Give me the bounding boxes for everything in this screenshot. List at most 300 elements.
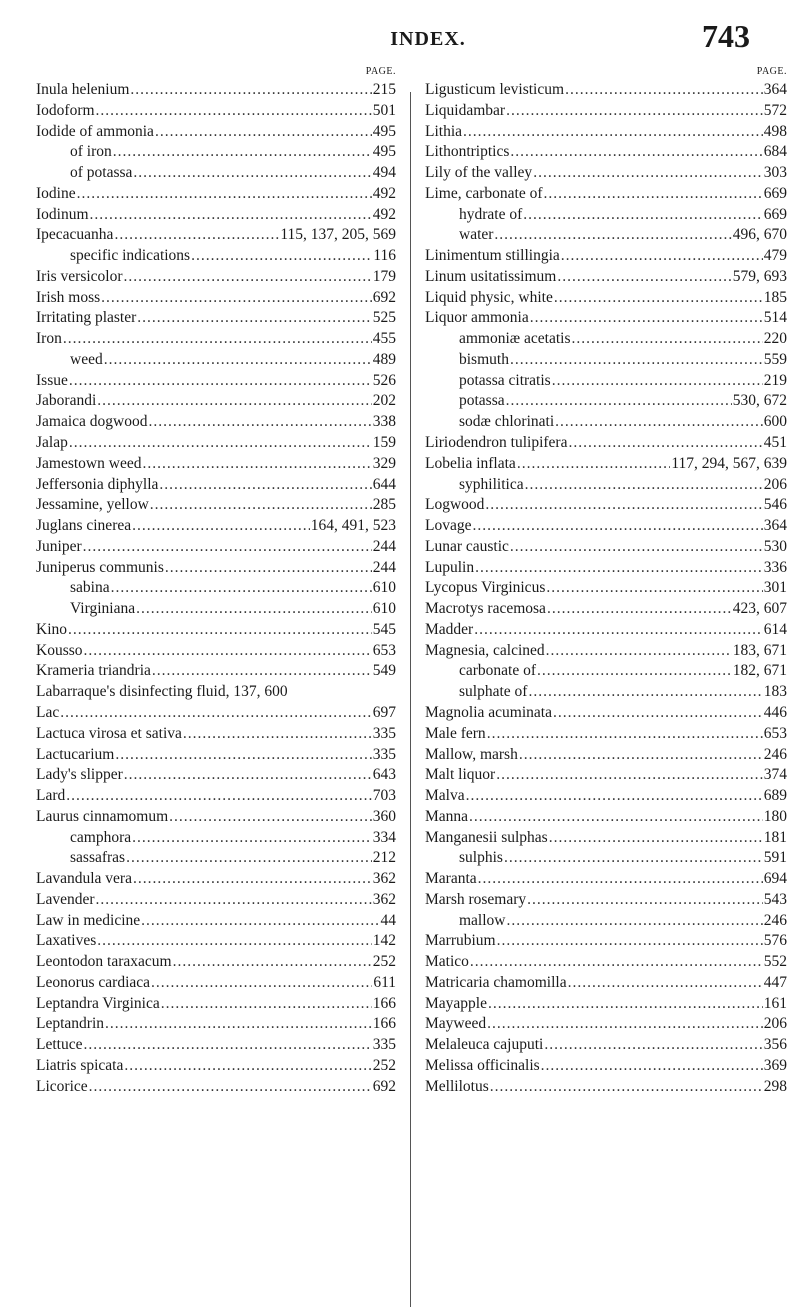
index-entry (425, 765, 787, 786)
dot-leader (472, 516, 762, 537)
index-entry (36, 786, 396, 807)
entry-pages: 689 (763, 787, 787, 805)
dot-leader (475, 558, 763, 579)
entry-pages: 212 (372, 849, 396, 867)
entry-pages: 180 (763, 807, 787, 825)
entry-pages: 374 (763, 766, 787, 784)
entry-term: Issue (36, 371, 68, 389)
entry-pages: 166 (372, 1015, 396, 1033)
dot-leader (510, 142, 762, 163)
dot-leader (494, 225, 731, 246)
entry-term: Jamaica dogwood (36, 413, 148, 431)
dot-leader (506, 391, 732, 412)
dot-leader (541, 1056, 763, 1077)
index-entry (425, 184, 787, 205)
dot-leader (466, 786, 763, 807)
index-entry (425, 288, 787, 309)
entry-term: Labarraque's disinfecting fluid, 137, 600 (36, 683, 288, 701)
entry-term: of iron (70, 143, 112, 161)
entry-pages: 179 (372, 267, 396, 285)
entry-pages: 694 (763, 870, 787, 888)
index-entry (36, 308, 396, 329)
index-entry (425, 391, 787, 412)
dot-leader (557, 267, 731, 288)
dot-leader (507, 911, 763, 932)
entry-pages: 335 (372, 724, 396, 742)
entry-pages: 579, 693 (732, 267, 787, 285)
entry-term: Lard (36, 787, 66, 805)
index-entry (425, 122, 787, 143)
index-entry (36, 1077, 396, 1098)
dot-leader (124, 1056, 371, 1077)
entry-term: Jalap (36, 434, 68, 452)
entry-pages: 479 (763, 247, 787, 265)
entry-term: Virginiana (70, 600, 136, 618)
dot-leader (543, 184, 762, 205)
entry-pages: 549 (372, 662, 396, 680)
index-entry (425, 869, 787, 890)
entry-pages: 329 (372, 454, 396, 472)
index-column-left (36, 66, 396, 1098)
dot-leader (111, 578, 372, 599)
entry-pages: 219 (763, 371, 787, 389)
dot-leader (183, 724, 372, 745)
entry-pages: 494 (372, 164, 396, 182)
entry-term: Liquid physic, white (425, 288, 553, 306)
index-entry (425, 931, 787, 952)
dot-leader (97, 931, 371, 952)
entry-pages: 692 (372, 1077, 396, 1095)
entry-pages: 142 (372, 932, 396, 950)
index-entry (36, 516, 396, 537)
index-entry (36, 391, 396, 412)
entry-pages: 489 (372, 350, 396, 368)
entry-pages: 252 (372, 1056, 396, 1074)
dot-leader (487, 1014, 763, 1035)
entry-term: Juniper (36, 537, 82, 555)
dot-leader (517, 454, 671, 475)
dot-leader (150, 495, 372, 516)
index-entry (36, 807, 396, 828)
entry-pages: 246 (763, 911, 787, 929)
entry-pages: 552 (763, 953, 787, 971)
dot-leader (553, 703, 763, 724)
entry-term: Melissa officinalis (425, 1056, 540, 1074)
entry-pages: 447 (763, 973, 787, 991)
entry-term: Mayapple (425, 994, 487, 1012)
index-entry (425, 205, 787, 226)
entry-term: Lettuce (36, 1036, 83, 1054)
entry-pages: 338 (372, 413, 396, 431)
entry-term: sabina (70, 579, 110, 597)
entry-term: Melaleuca cajuputi (425, 1036, 544, 1054)
dot-leader (528, 682, 762, 703)
dot-leader (161, 994, 372, 1015)
entry-pages: 183, 671 (732, 641, 787, 659)
entry-term: Iris versicolor (36, 267, 123, 285)
entry-term: sulphis (459, 849, 503, 867)
index-entry (425, 786, 787, 807)
entry-pages: 644 (372, 475, 396, 493)
entry-pages: 116 (373, 247, 396, 265)
entry-term: sulphate of (459, 683, 528, 701)
dot-leader (133, 869, 372, 890)
index-entry (36, 558, 396, 579)
entry-pages: 360 (372, 807, 396, 825)
entry-term: Lycopus Virginicus (425, 579, 546, 597)
entry-pages: 362 (372, 890, 396, 908)
index-entry (425, 973, 787, 994)
entry-term: Jaborandi (36, 392, 97, 410)
index-entry (36, 267, 396, 288)
dot-leader (90, 205, 372, 226)
dot-leader (546, 641, 732, 662)
dot-leader (490, 1077, 763, 1098)
index-entry (36, 246, 396, 267)
index-entry (36, 1056, 396, 1077)
index-entry (425, 620, 787, 641)
dot-leader (463, 122, 763, 143)
dot-leader (132, 828, 372, 849)
dot-leader (191, 246, 372, 267)
dot-leader (60, 703, 372, 724)
entry-pages: 356 (763, 1036, 787, 1054)
entry-term: Lady's slipper (36, 766, 123, 784)
dot-leader (533, 163, 763, 184)
entry-pages: 492 (372, 205, 396, 223)
dot-leader (470, 952, 763, 973)
entry-term: Mayweed (425, 1015, 487, 1033)
entry-pages: 244 (372, 537, 396, 555)
entry-term: Jessamine, yellow (36, 496, 149, 514)
dot-leader (487, 724, 763, 745)
page-number: 743 (702, 18, 750, 54)
index-entry (425, 246, 787, 267)
entry-pages: 220 (763, 330, 787, 348)
entry-pages: 495 (372, 122, 396, 140)
dot-leader (97, 391, 371, 412)
entry-term: Marsh rosemary (425, 890, 527, 908)
dot-leader (561, 246, 763, 267)
entry-pages: 202 (372, 392, 396, 410)
entry-pages: 117, 294, 567, 639 (671, 454, 787, 472)
dot-leader (141, 911, 379, 932)
index-entry (36, 828, 396, 849)
entry-term: Maranta (425, 870, 477, 888)
entry-term: Irish moss (36, 288, 101, 306)
dot-leader (115, 745, 371, 766)
entry-term: Lavender (36, 890, 95, 908)
entry-pages: 600 (763, 413, 787, 431)
entry-pages: 423, 607 (732, 600, 787, 618)
entry-term: Jamestown weed (36, 454, 142, 472)
dot-leader (105, 1014, 372, 1035)
index-entry (36, 288, 396, 309)
dot-leader (104, 350, 372, 371)
dot-leader (136, 599, 372, 620)
entry-pages: 653 (372, 641, 396, 659)
entry-pages: 496, 670 (732, 226, 787, 244)
entry-term: Lactuca virosa et sativa (36, 724, 182, 742)
entry-term: water (459, 226, 494, 244)
dot-leader (554, 288, 763, 309)
index-entry (36, 745, 396, 766)
entry-term: Inula helenium (36, 81, 130, 98)
entry-pages: 669 (763, 205, 787, 223)
index-entry (36, 661, 396, 682)
column-divider (410, 92, 411, 1307)
dot-leader (519, 745, 763, 766)
entry-term: Kousso (36, 641, 83, 659)
index-entry (425, 848, 787, 869)
index-column-right (425, 66, 787, 1098)
index-entry (36, 101, 396, 122)
index-entry (36, 994, 396, 1015)
index-entry (425, 890, 787, 911)
index-entry (36, 225, 396, 246)
index-entry (36, 495, 396, 516)
entry-term: weed (70, 350, 103, 368)
dot-leader (89, 1077, 372, 1098)
dot-leader (469, 807, 763, 828)
entry-pages: 301 (763, 579, 787, 597)
entry-term: Lovage (425, 517, 472, 535)
dot-leader (555, 412, 763, 433)
index-entry (36, 911, 396, 932)
dot-leader (565, 80, 763, 101)
index-entry (36, 454, 396, 475)
index-entry (36, 931, 396, 952)
entry-term: syphilitica (459, 475, 524, 493)
column-heading: PAGE. (365, 66, 396, 77)
entry-pages: 185 (763, 288, 787, 306)
entry-pages: 559 (763, 350, 787, 368)
index-entry (36, 973, 396, 994)
index-entry (36, 620, 396, 641)
dot-leader (525, 475, 763, 496)
dot-leader (159, 475, 371, 496)
index-entry (36, 184, 396, 205)
entry-pages: 576 (763, 932, 787, 950)
entry-pages: 451 (763, 434, 787, 452)
entry-pages: 545 (372, 620, 396, 638)
dot-leader (510, 537, 763, 558)
entry-term: Licorice (36, 1077, 88, 1095)
entry-pages: 182, 671 (732, 662, 787, 680)
dot-leader (124, 267, 372, 288)
entry-term: Linum usitatissimum (425, 267, 557, 285)
index-entry (425, 1056, 787, 1077)
entry-term: Magnolia acuminata (425, 703, 552, 721)
entry-pages: 161 (763, 994, 787, 1012)
dot-leader (544, 1035, 762, 1056)
dot-leader (114, 225, 279, 246)
entry-pages: 215 (372, 81, 396, 98)
entry-pages: 298 (763, 1077, 787, 1095)
dot-leader (77, 184, 372, 205)
entry-term: Magnesia, calcined (425, 641, 545, 659)
dot-leader (527, 890, 763, 911)
index-entry (425, 371, 787, 392)
dot-leader (568, 973, 763, 994)
entry-term: Lithia (425, 122, 463, 140)
entry-term: Leontodon taraxacum (36, 953, 172, 971)
entry-term: Juglans cinerea (36, 517, 132, 535)
index-entry (425, 433, 787, 454)
entry-term: Malva (425, 787, 465, 805)
entry-pages: 530, 672 (732, 392, 787, 410)
index-entry (425, 267, 787, 288)
entry-term: Male fern (425, 724, 486, 742)
entry-term: sassafras (70, 849, 126, 867)
dot-leader (488, 994, 763, 1015)
index-entry (425, 828, 787, 849)
dot-leader (530, 308, 763, 329)
index-entry (36, 578, 396, 599)
entry-term: Malt liquor (425, 766, 496, 784)
entry-pages: 653 (763, 724, 787, 742)
entry-term: Lac (36, 703, 60, 721)
index-entry (425, 661, 787, 682)
entry-pages: 336 (763, 558, 787, 576)
entry-pages: 611 (373, 973, 396, 991)
entry-term: Lime, carbonate of (425, 184, 543, 202)
running-title: INDEX. (390, 28, 466, 50)
index-entry (425, 558, 787, 579)
entry-term: Jeffersonia diphylla (36, 475, 159, 493)
entry-pages: 335 (372, 745, 396, 763)
entry-term: Lily of the valley (425, 164, 533, 182)
dot-leader (124, 765, 372, 786)
dot-leader (69, 371, 372, 392)
dot-leader (155, 122, 372, 143)
entry-pages: 285 (372, 496, 396, 514)
index-entry (425, 952, 787, 973)
dot-leader (485, 495, 762, 516)
index-entry (425, 807, 787, 828)
index-entry (36, 765, 396, 786)
index-entry (36, 412, 396, 433)
index-entry (36, 350, 396, 371)
entry-pages: 669 (763, 184, 787, 202)
entry-pages: 526 (372, 371, 396, 389)
entry-pages: 610 (372, 600, 396, 618)
entry-pages: 455 (372, 330, 396, 348)
entry-term: potassa (459, 392, 505, 410)
index-entry (36, 703, 396, 724)
index-entry (36, 1014, 396, 1035)
index-entry (36, 80, 396, 101)
entry-term: Liatris spicata (36, 1056, 124, 1074)
page-header (0, 18, 800, 58)
dot-leader (96, 101, 372, 122)
entry-pages: 610 (372, 579, 396, 597)
entry-term: Liquidambar (425, 101, 506, 119)
index-entry (425, 495, 787, 516)
entry-term: Mellilotus (425, 1077, 489, 1095)
dot-leader (169, 807, 372, 828)
index-entry (425, 454, 787, 475)
index-entry (36, 475, 396, 496)
dot-leader (552, 371, 763, 392)
index-entry (425, 80, 787, 101)
entry-pages: 591 (763, 849, 787, 867)
dot-leader (506, 101, 763, 122)
entry-pages: 159 (372, 434, 396, 452)
entry-term: potassa citratis (459, 371, 551, 389)
index-entry (36, 869, 396, 890)
entry-term: ammoniæ acetatis (459, 330, 571, 348)
entry-term: Logwood (425, 496, 485, 514)
index-entry (425, 682, 787, 703)
column-heading: PAGE. (756, 66, 787, 77)
dot-leader (83, 537, 372, 558)
entry-term: Lactucarium (36, 745, 115, 763)
entry-pages: 643 (372, 766, 396, 784)
entry-pages: 492 (372, 184, 396, 202)
entry-term: Law in medicine (36, 911, 141, 929)
dot-leader (148, 412, 371, 433)
index-entry (425, 308, 787, 329)
entry-pages: 334 (372, 828, 396, 846)
index-entry (425, 1035, 787, 1056)
entry-term: Manganesii sulphas (425, 828, 548, 846)
entry-pages: 246 (763, 745, 787, 763)
entry-pages: 703 (372, 787, 396, 805)
entry-term: bismuth (459, 350, 509, 368)
entry-pages: 543 (763, 890, 787, 908)
index-entry (425, 911, 787, 932)
entry-term: Laxatives (36, 932, 97, 950)
entry-term: Leptandrin (36, 1015, 105, 1033)
entry-term: Iron (36, 330, 62, 348)
index-entry (425, 641, 787, 662)
entry-term: Iodoform (36, 101, 95, 119)
index-entry (36, 599, 396, 620)
dot-leader (474, 620, 763, 641)
dot-leader (83, 1035, 371, 1056)
index-entry (425, 101, 787, 122)
entry-term: Leptandra Virginica (36, 994, 160, 1012)
entry-term: sodæ chlorinati (459, 413, 555, 431)
entry-pages: 446 (763, 703, 787, 721)
index-entry (36, 205, 396, 226)
index-entry (36, 682, 396, 703)
entry-pages: 166 (372, 994, 396, 1012)
entry-pages: 514 (763, 309, 787, 327)
entry-pages: 335 (372, 1036, 396, 1054)
entry-term: Matricaria chamomilla (425, 973, 567, 991)
dot-leader (137, 308, 371, 329)
index-entry (36, 1035, 396, 1056)
index-entry (425, 516, 787, 537)
entry-term: Juniperus communis (36, 558, 164, 576)
index-entry (36, 641, 396, 662)
index-entry (425, 475, 787, 496)
dot-leader (497, 931, 763, 952)
entry-term: Irritating plaster (36, 309, 137, 327)
dot-leader (152, 661, 372, 682)
entry-term: Leonorus cardiaca (36, 973, 151, 991)
index-entry (425, 1014, 787, 1035)
entry-pages: 498 (763, 122, 787, 140)
dot-leader (66, 786, 371, 807)
dot-leader (568, 433, 762, 454)
index-entry (425, 1077, 787, 1098)
index-entry (425, 578, 787, 599)
index-entry (425, 703, 787, 724)
index-entry (36, 952, 396, 973)
